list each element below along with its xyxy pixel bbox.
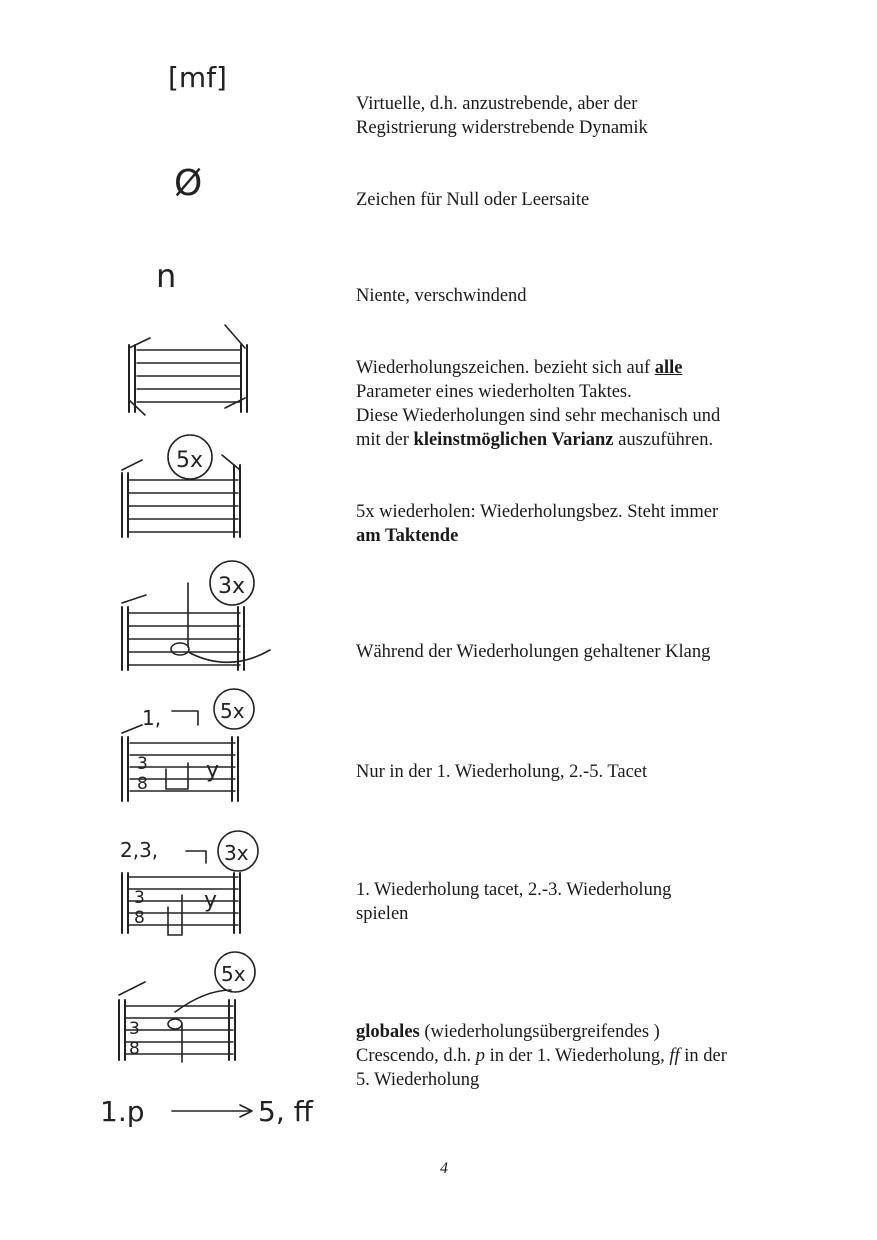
- svg-text:3x: 3x: [224, 841, 249, 865]
- description-null: [356, 188, 826, 212]
- svg-text:3x: 3x: [218, 574, 246, 599]
- text-line: 5x wiederholen: Wiederholungsbez. Steht immer: [356, 502, 719, 522]
- svg-text:5x: 5x: [221, 962, 246, 986]
- repeat-sign-symbol: [115, 320, 265, 420]
- text-line: Parameter eines wiederholten Taktes.: [356, 382, 632, 402]
- text-line: Niente, verschwindend: [356, 286, 527, 306]
- description-first-only: [356, 760, 826, 784]
- svg-text:y: y: [206, 758, 220, 783]
- mf-dynamic-symbol: [160, 55, 250, 100]
- description-held: [356, 640, 826, 664]
- description-repeat-5x: [356, 500, 826, 548]
- text-line: mit der kleinstmöglichen Varianz auszuführen.: [356, 430, 714, 450]
- text-line: Wiederholungszeichen. bezieht sich auf alle: [356, 358, 683, 378]
- svg-text:3: 3: [129, 1019, 140, 1039]
- svg-text:8: 8: [129, 1039, 140, 1059]
- global-crescendo-symbol: [105, 950, 275, 1080]
- first-repetition-only-symbol: [110, 685, 270, 815]
- second-third-repetition-symbol: [110, 825, 280, 945]
- repeat-3x-held-symbol: [110, 555, 280, 685]
- text-line: 1. Wiederholung tacet, 2.-3. Wiederholung: [356, 880, 672, 900]
- svg-text:Ø: Ø: [174, 163, 203, 204]
- description-niente: [356, 284, 826, 308]
- text-line: spielen: [356, 904, 409, 924]
- svg-text:8: 8: [134, 908, 145, 928]
- niente-symbol: [150, 255, 200, 300]
- svg-text:[mf]: [mf]: [168, 61, 227, 94]
- text-line: Nur in der 1. Wiederholung, 2.-5. Tacet: [356, 762, 648, 782]
- text-line: am Taktende: [356, 526, 459, 546]
- svg-text:3: 3: [137, 754, 148, 774]
- svg-text:2,3,: 2,3,: [120, 838, 159, 862]
- null-symbol: [168, 155, 218, 210]
- description-second-third: [356, 878, 826, 926]
- svg-text:8: 8: [137, 774, 148, 794]
- page-number: 4: [440, 1160, 448, 1177]
- description-global-crescendo: [356, 1020, 826, 1092]
- svg-text:1,: 1,: [142, 706, 162, 730]
- svg-text:y: y: [204, 888, 218, 913]
- text-line: Registrierung widerstrebende Dynamik: [356, 118, 648, 138]
- description-repeat-sign: [356, 356, 826, 452]
- description-mf: [356, 92, 826, 140]
- svg-text:3: 3: [134, 888, 145, 908]
- svg-text:n: n: [156, 257, 177, 295]
- text-line: Virtuelle, d.h. anzustrebende, aber der: [356, 94, 638, 114]
- svg-text:5x: 5x: [176, 448, 204, 473]
- text-line: Crescendo, d.h. p in der 1. Wiederholung, ff in der: [356, 1046, 727, 1066]
- text-line: 5. Wiederholung: [356, 1070, 480, 1090]
- svg-text:1.p: 1.p: [100, 1095, 145, 1128]
- text-line: Zeichen für Null oder Leersaite: [356, 190, 590, 210]
- svg-text:5x: 5x: [220, 699, 245, 723]
- text-line: globales (wiederholungsübergreifendes ): [356, 1022, 660, 1042]
- crescendo-annotation: [100, 1085, 340, 1135]
- text-line: Diese Wiederholungen sind sehr mechanisch und: [356, 406, 721, 426]
- text-line: Während der Wiederholungen gehaltener Klang: [356, 642, 711, 662]
- repeat-5x-symbol: [110, 425, 260, 545]
- svg-text:5, ff: 5, ff: [258, 1095, 313, 1128]
